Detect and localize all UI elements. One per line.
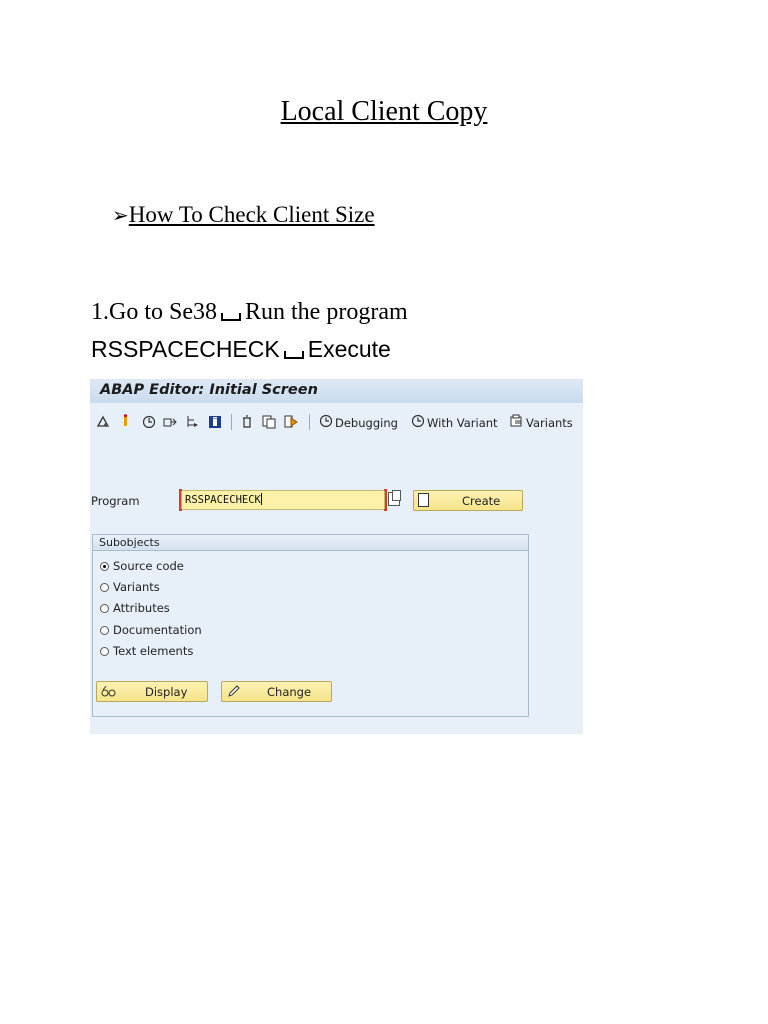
step-1-line (91, 299, 408, 326)
sap-screenshot (90, 379, 583, 734)
toolbar-separator (309, 414, 310, 430)
new-document-icon (418, 493, 429, 507)
sap-window-title: ABAP Editor: Initial Screen (100, 382, 318, 398)
radio-label: Source code (113, 559, 184, 573)
radio-selected-icon (100, 562, 109, 571)
radio-label: Documentation (113, 623, 202, 637)
radio-label: Attributes (113, 601, 170, 615)
separator-icon (221, 313, 241, 321)
variants-icon (510, 414, 524, 431)
subobjects-header (93, 535, 528, 551)
info-icon[interactable] (119, 414, 133, 429)
radio-label: Variants (113, 580, 160, 594)
program-input-value: RSSPACECHECK (185, 494, 261, 506)
radio-attributes[interactable] (100, 601, 170, 615)
text-caret (261, 493, 262, 505)
step-1-part-b: Run the program (245, 299, 408, 325)
subheading (112, 202, 375, 228)
radio-documentation[interactable] (100, 623, 202, 637)
variants-button[interactable] (510, 414, 573, 431)
value-help-icon[interactable] (388, 492, 400, 506)
subobjects-title: Subobjects (99, 536, 160, 549)
radio-unselected-icon (100, 583, 109, 592)
sap-toolbar (90, 406, 583, 438)
pencil-icon (226, 684, 242, 701)
where-used-icon[interactable] (96, 414, 110, 429)
delete-icon[interactable] (240, 414, 254, 429)
glasses-icon (101, 684, 117, 701)
display-button-label: Display (145, 685, 188, 699)
sap-title-bar (90, 379, 583, 403)
with-variant-icon (411, 414, 425, 431)
radio-unselected-icon (100, 626, 109, 635)
copy-icon[interactable] (262, 414, 276, 429)
display-button[interactable] (96, 681, 208, 702)
variants-label: Variants (526, 415, 573, 430)
separator-icon (284, 351, 304, 359)
create-button[interactable] (413, 490, 523, 511)
radio-source-code[interactable] (100, 559, 184, 573)
radio-unselected-icon (100, 604, 109, 613)
debugging-button[interactable] (319, 414, 398, 431)
debugging-label: Debugging (335, 415, 398, 430)
arrow-bullet-icon: ➢ (112, 203, 129, 227)
subheading-text: How To Check Client Size (128, 202, 375, 227)
change-button-label: Change (267, 685, 312, 699)
with-variant-label: With Variant (427, 415, 498, 430)
import-icon[interactable] (185, 414, 199, 429)
radio-variants[interactable] (100, 580, 160, 594)
radio-unselected-icon (100, 647, 109, 656)
program-label: Program (91, 494, 140, 508)
create-button-label: Create (462, 494, 501, 508)
help-icon[interactable] (208, 414, 222, 429)
change-button[interactable] (221, 681, 332, 702)
test-icon[interactable] (142, 414, 156, 429)
toolbar-separator (231, 414, 232, 430)
radio-text-elements[interactable] (100, 644, 193, 658)
step-2-part-b: Execute (307, 336, 391, 362)
other-object-icon[interactable] (163, 414, 177, 429)
step-1-part-a: 1.Go to Se38 (91, 299, 217, 325)
step-2-part-a: RSSPACECHECK (91, 336, 280, 362)
with-variant-button[interactable] (411, 414, 498, 431)
step-2-line (91, 336, 391, 363)
rename-icon[interactable] (284, 414, 298, 429)
document-title: Local Client Copy (280, 96, 488, 127)
radio-label: Text elements (113, 644, 194, 658)
program-input[interactable] (181, 490, 385, 510)
debugging-icon (319, 414, 333, 431)
